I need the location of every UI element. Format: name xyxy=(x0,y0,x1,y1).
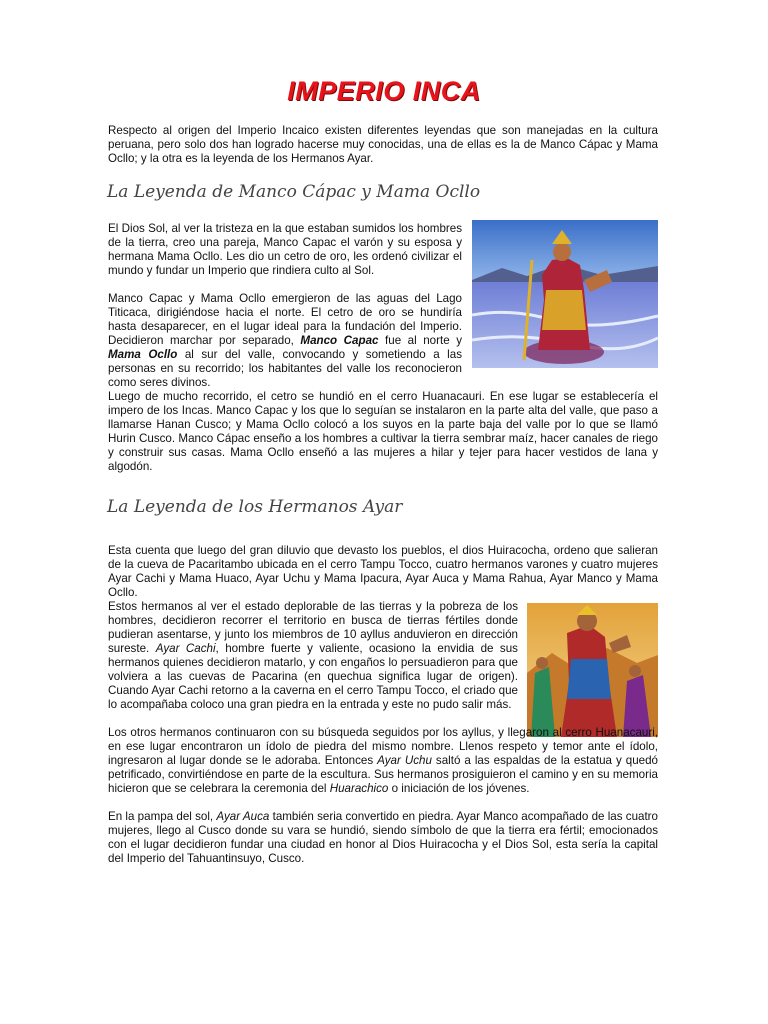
ayar-paragraph-2-text-a: Estos hermanos al ver el estado deplorable de las tierras y la pobreza de los hombres, decidieron recorrer el territorio en busca de tierras fértiles donde pudieran asentarse, y junto los miembros de 10 ayllus anduvieron en dirección sureste. xyxy=(108,600,518,655)
section-heading-hermanos-ayar: La Leyenda de los Hermanos Ayar xyxy=(107,497,403,517)
ayar-paragraph-1: Esta cuenta que luego del gran diluvio que devasto los pueblos, el dios Huiracocha, ordeno que salieran de la cueva de Pacaritambo ubicada en el cerro Tampu Tocco, cuatro hermanos varones y cuatro mujeres Ayar Cachi y Mama Huaco, Ayar Uchu y Mama Ipacura, Ayar Auca y Mama Rahua, Ayar Manco y Mama Ocllo. xyxy=(108,544,658,599)
ayar-paragraph-4 xyxy=(108,810,658,866)
ayar-paragraph-4-text-b: también seria convertido en piedra. Ayar Manco acompañado de las cuatro mujeres, llego al Cusco donde su vara se hundió, siendo símbolo de que la tierra era fértil; emocionados con el lugar decidieron fundar una ciudad en honor al Dios Huiracocha y el Dios Sol, esta sería la capital del Imperio del Tahuantinsuyo, Cusco. xyxy=(108,810,658,865)
ayar-paragraph-3 xyxy=(108,726,658,796)
ayar-paragraph-2 xyxy=(108,600,518,712)
ayar-paragraph-4-text-a: En la pampa del sol, xyxy=(108,810,217,823)
section-heading-manco-capac: La Leyenda de Manco Cápac y Mama Ocllo xyxy=(107,182,481,202)
intro-paragraph: Respecto al origen del Imperio Incaico existen diferentes leyendas que son manejadas en la cultura peruana, pero solo dos han logrado hacerse muy conocidas, una de ellas es la de Manco Cápac y Mama Ocllo; y la otra es la leyenda de los Hermanos Ayar. xyxy=(108,124,658,165)
manco-capac-paragraph-2 xyxy=(108,292,462,390)
manco-capac-paragraph-2-text-c: al sur del valle, convocando y sometiendo a las personas en su recorrido; los habitantes del valle los reconocieron como seres divinos. xyxy=(108,348,463,389)
manco-capac-paragraph-3: Luego de mucho recorrido, el cetro se hundió en el cerro Huanacauri. En ese lugar se establecería el impero de los Incas. Manco Capac y los que lo seguían se instalaron en la parte alta del valle, que paso a llamarse Hanan Cusco; y Mama Ocllo colocó a los suyos en la parte baja del valle por lo que se llamó Hurin Cusco. Manco Cápac enseño a los hombres a cultivar la tierra sembrar maíz, hacer canales de riego y construir sus casas. Mama Ocllo enseñó a las mujeres a hilar y tejer para hacer vestidos de lana y algodón. xyxy=(108,390,658,473)
manco-capac-paragraph-1: El Dios Sol, al ver la tristeza en la que estaban sumidos los hombres de la tierra, creo una pareja, Manco Capac el varón y su esposa y hermana Mama Ocllo. Les dio un cetro de oro, les ordenó civilizar el mundo y fundar un Imperio que rindiera culto al Sol. xyxy=(108,222,462,277)
ayar-paragraph-2-text-b: , hombre fuerte y valiente, ocasiono la envidia de sus hermanos quienes decidieron matarlo, y con engaños lo persuadieron para que volviera a las cuevas de Pacarina (en quechua significa lugar de origen). Cuando Ayar Cachi retorno a la caverna en el cerro Tampu Tocco, el criado que lo acompañaba coloco una gran piedra en la entrada y este no pudo salir más. xyxy=(108,642,518,711)
manco-capac-paragraph-2-text-a: Manco Capac y Mama Ocllo emergieron de las aguas del Lago Titicaca, dirigiéndose hacia el norte. El cetro de oro se hundiría hasta desaparecer, en el lugar ideal para la fundación del Imperio. Decidieron marchar por separado, xyxy=(108,292,462,347)
manco-capac-name: Manco Capac xyxy=(300,334,379,347)
manco-capac-illustration xyxy=(472,220,658,368)
ayar-auca-name: Ayar Auca xyxy=(216,810,270,823)
ayar-paragraph-3-text-c: o iniciación de los jóvenes. xyxy=(388,782,530,795)
hermanos-ayar-illustration xyxy=(527,603,658,737)
huarachico-name: Huarachico xyxy=(329,782,389,795)
manco-capac-paragraph-2-text-b: fue al norte y xyxy=(378,334,462,347)
mama-ocllo-name: Mama Ocllo xyxy=(108,348,178,361)
ayar-uchu-name: Ayar Uchu xyxy=(377,754,432,767)
page-title: IMPERIO INCA xyxy=(287,76,481,106)
ayar-paragraph-3-text-b: saltó a las espaldas de la estatua y quedó petrificado, convirtiéndose en parte de la escultura. Sus hermanos prosiguieron el camino y en su memoria hicieron que se celebrara la ceremonia del xyxy=(108,754,658,795)
ayar-paragraph-3-text-a: Los otros hermanos continuaron con su búsqueda seguidos por los ayllus, y llegaron al cerro Huanacauri, en ese lugar encontraron un ídolo de piedra del mismo nombre. Llenos respeto y temor ante el ídolo, ingresaron al lugar donde se le adoraba. Entonces xyxy=(108,726,658,767)
ayar-cachi-name: Ayar Cachi xyxy=(155,642,216,655)
